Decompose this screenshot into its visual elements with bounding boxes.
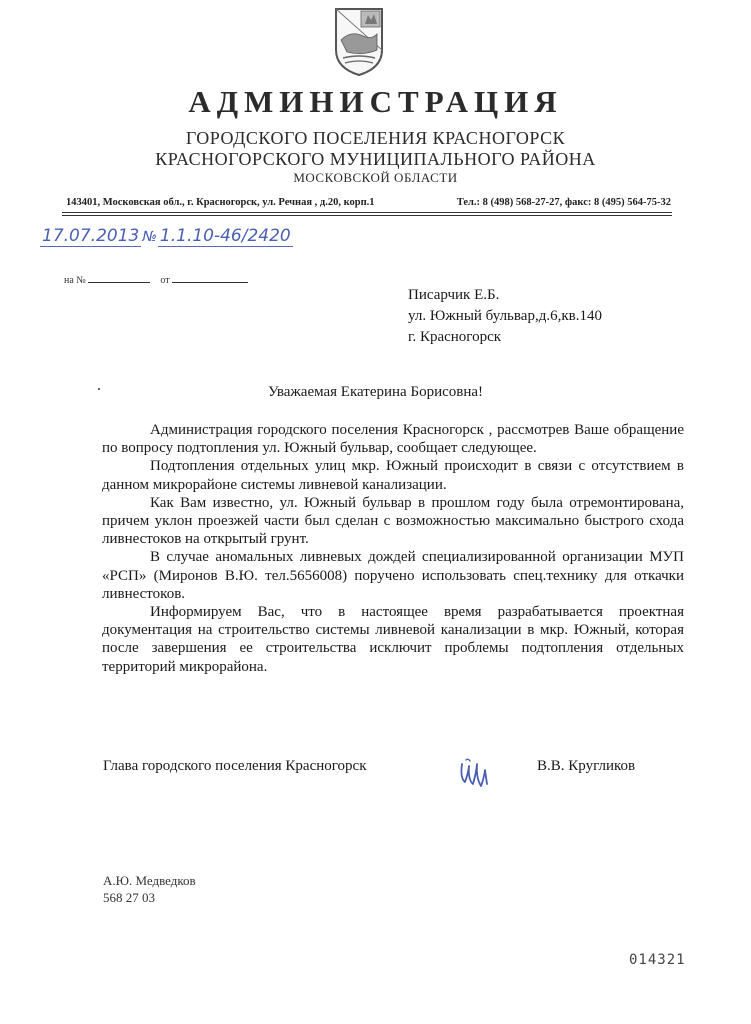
recipient-block — [408, 285, 602, 348]
registration-date: 17.07.2013 — [42, 226, 140, 246]
handwritten-signature-icon — [456, 752, 496, 792]
executor-phone: 568 27 03 — [103, 890, 155, 905]
letterhead-rule-bottom — [62, 215, 672, 216]
reference-line — [64, 275, 248, 286]
signatory-title: Глава городского поселения Красногорск — [103, 758, 367, 774]
executor-name: А.Ю. Медведков — [103, 873, 196, 888]
registration-number: 1.1.10-46/2420 — [159, 226, 291, 246]
letterhead-phones: Тел.: 8 (498) 568-27-27, факс: 8 (495) 564-75-32 — [456, 197, 671, 208]
organization-subtitle-line1: ГОРОДСКОГО ПОСЕЛЕНИЯ КРАСНОГОРСК — [185, 128, 566, 148]
letterhead-rule-top — [62, 212, 672, 213]
body-paragraph: В случае аномальных ливневых дождей специализированной организации МУП «РСП» (Миронов В.Ю. тел.5656008) поручено использовать спец.технику для откачки ливнестоков. — [102, 549, 684, 602]
letterhead-address: 143401, Московская обл., г. Красногорск, ул. Речная , д.20, корп.1 — [66, 197, 375, 208]
letter-body — [102, 421, 684, 676]
recipient-street: ул. Южный бульвар,д.6,кв.140 — [408, 308, 602, 324]
signatory-name: В.В. Кругликов — [537, 758, 636, 774]
form-serial-number: 014321 — [629, 952, 686, 968]
registration-number-sign: № — [142, 229, 157, 245]
greeting: Уважаемая Екатерина Борисовна! — [267, 384, 484, 400]
organization-title: АДМИНИСТРАЦИЯ — [188, 84, 563, 119]
reference-date-label: от — [160, 275, 170, 286]
reference-number-label: на № — [64, 275, 86, 286]
recipient-city: г. Красногорск — [408, 329, 502, 345]
registration-stamp — [40, 226, 293, 246]
letterhead-contacts — [66, 197, 671, 208]
organization-subtitle-line3: МОСКОВСКОЙ ОБЛАСТИ — [293, 170, 458, 185]
body-paragraph: Информируем Вас, что в настоящее время разрабатывается проектная документация на строительство системы ливневой канализации в мкр. Южный, которая после завершения ее строительства исключит проблемы подтопления отдельных территорий микрорайона. — [102, 604, 684, 675]
body-paragraph: Как Вам известно, ул. Южный бульвар в прошлом году была отремонтирована, причем уклон проезжей части был сделан с возможностью максимально быстрого схода ливнестоков на открытый грунт. — [102, 494, 684, 548]
reference-date-blank — [172, 282, 248, 283]
recipient-name: Писарчик Е.Б. — [408, 287, 500, 303]
executor-block — [103, 872, 196, 906]
reference-number-blank — [88, 282, 150, 283]
organization-subtitle-line2: КРАСНОГОРСКОГО МУНИЦИПАЛЬНОГО РАЙОНА — [155, 149, 596, 169]
body-paragraph: Администрация городского поселения Красногорск , рассмотрев Ваше обращение по вопросу подтопления ул. Южный бульвар, сообщает следующее. — [102, 422, 684, 457]
body-paragraph: Подтопления отдельных улиц мкр. Южный происходит в связи с отсутствием в данном микрорайоне системы ливневой канализации. — [102, 458, 684, 493]
coat-of-arms-icon — [333, 6, 385, 78]
